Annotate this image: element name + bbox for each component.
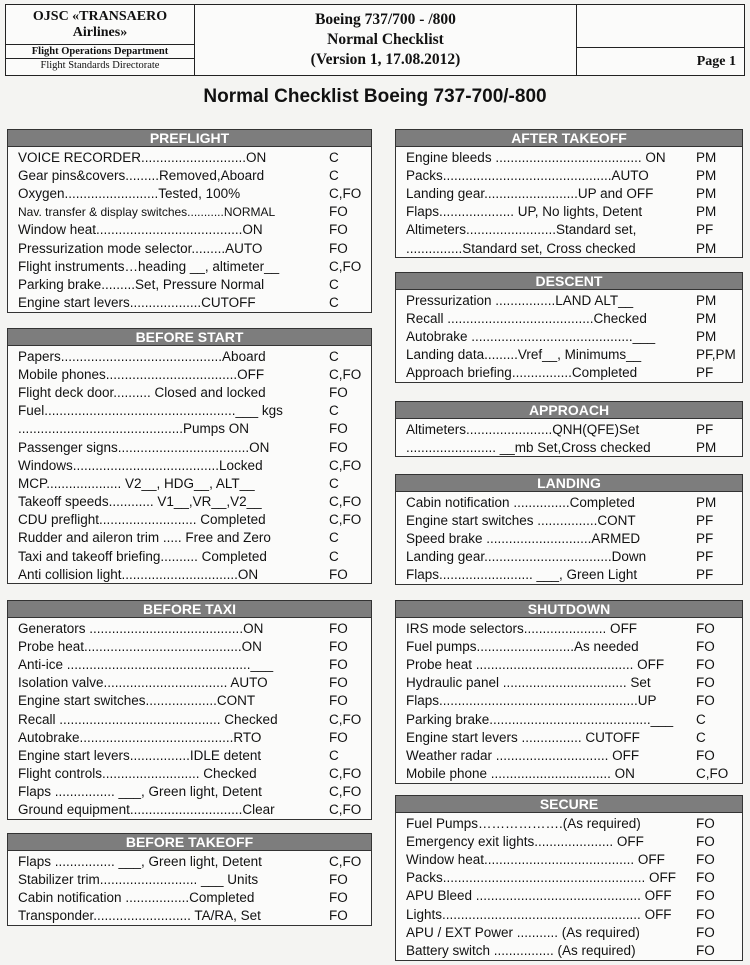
checklist-item bbox=[406, 869, 736, 887]
aircraft-title: Boeing 737/700 - /800 bbox=[315, 11, 456, 28]
checklist-item-role: C bbox=[329, 747, 339, 763]
checklist-items bbox=[396, 618, 742, 783]
checklist-item-text: Fuel Pumps……………….(As required) bbox=[406, 815, 641, 831]
checklist-item-role: C,FO bbox=[329, 258, 362, 274]
checklist-item-role: FO bbox=[696, 924, 715, 940]
checklist-item-role: FO bbox=[329, 620, 348, 636]
checklist-item bbox=[406, 309, 736, 327]
checklist-item-text: Landing gear.........................UP and OFF bbox=[406, 185, 654, 201]
checklist-item bbox=[406, 692, 736, 710]
checklist-item bbox=[406, 566, 736, 584]
checklist-item-text: Recall ........................................... Checked bbox=[18, 711, 278, 727]
checklist-item-text: Oxygen.........................Tested, 100% bbox=[18, 185, 241, 201]
checklist-item-role: PM bbox=[696, 494, 717, 510]
checklist-item bbox=[406, 221, 736, 239]
checklist-item bbox=[406, 239, 736, 257]
checklist-item bbox=[406, 941, 736, 959]
checklist-item bbox=[406, 832, 736, 850]
checklist-item-text: Landing data.........Vref__, Minimums__ bbox=[406, 347, 642, 363]
checklist-item-role: C bbox=[329, 348, 339, 364]
checklist-item-text: Flaps.................... UP, No lights, Detent bbox=[406, 204, 643, 220]
checklist-item-role: PF bbox=[696, 567, 714, 583]
checklist-item-text: APU Bleed ............................................ OFF bbox=[406, 888, 672, 904]
checklist-item-role: C,FO bbox=[329, 802, 362, 818]
section-title: PREFLIGHT bbox=[8, 130, 371, 147]
checklist-item bbox=[18, 420, 365, 438]
checklist-item bbox=[18, 565, 365, 583]
checklist-item bbox=[406, 619, 736, 637]
checklist-item bbox=[18, 456, 365, 474]
checklist-item bbox=[18, 383, 365, 401]
section-title: BEFORE START bbox=[8, 329, 371, 346]
checklist-item-role: FO bbox=[696, 888, 715, 904]
checklist-item bbox=[406, 905, 736, 923]
checklist-item-role: FO bbox=[696, 620, 715, 636]
checklist-item-text: ...............Standard set, Cross checked bbox=[406, 240, 636, 256]
section-title: BEFORE TAKEOFF bbox=[8, 834, 371, 851]
checklist-item-role: FO bbox=[329, 675, 348, 691]
checklist-item-text: Engine start switches ................CONT bbox=[406, 512, 636, 528]
section-title: SHUTDOWN bbox=[396, 601, 742, 618]
checklist-item bbox=[18, 907, 365, 925]
checklist-item bbox=[18, 547, 365, 565]
checklist-item bbox=[18, 511, 365, 529]
checklist-item bbox=[18, 402, 365, 420]
header-org-block bbox=[6, 5, 195, 75]
checklist-item-role: PF bbox=[696, 365, 714, 381]
checklist-items bbox=[8, 147, 371, 312]
checklist-item-role: C,FO bbox=[329, 766, 362, 782]
checklist-title: Normal Checklist bbox=[327, 31, 444, 48]
checklist-item bbox=[18, 438, 365, 456]
checklist-item-text: Window heat.......................................ON bbox=[18, 222, 263, 238]
checklist-item bbox=[18, 257, 365, 275]
checklist-item bbox=[406, 814, 736, 832]
checklist-item-role: FO bbox=[696, 656, 715, 672]
checklist-item-role: PM bbox=[696, 185, 717, 201]
checklist-item-text: Nav. transfer & display switches...........NORMAL bbox=[18, 204, 276, 219]
checklist-item bbox=[406, 710, 736, 728]
checklist-item-text: ............................................Pumps ON bbox=[18, 421, 250, 437]
section-title: LANDING bbox=[396, 475, 742, 492]
checklist-item-text: Approach briefing................Completed bbox=[406, 365, 638, 381]
checklist-item bbox=[406, 203, 736, 221]
checklist-item-text: Parking brake.........Set, Pressure Normal bbox=[18, 276, 265, 292]
checklist-item-role: FO bbox=[329, 439, 348, 455]
section-before-taxi bbox=[7, 600, 372, 820]
checklist-item-role: PF bbox=[696, 549, 714, 565]
checklist-item-text: Rudder and aileron trim ..... Free and Zero bbox=[18, 530, 271, 546]
checklist-items bbox=[396, 492, 742, 584]
checklist-item-text: Flaps.....................................................UP bbox=[406, 693, 657, 709]
checklist-item-role: C bbox=[329, 530, 339, 546]
section-title: BEFORE TAXI bbox=[8, 601, 371, 618]
checklist-item-role: FO bbox=[696, 851, 715, 867]
section-before-takeoff bbox=[7, 833, 372, 926]
checklist-item-text: Emergency exit lights..................... OFF bbox=[406, 833, 644, 849]
checklist-item-role: C,FO bbox=[696, 766, 729, 782]
page-title: Normal Checklist Boeing 737-700/-800 bbox=[203, 86, 547, 107]
checklist-item-text: Probe heat .......................................... OFF bbox=[406, 656, 665, 672]
checklist-item bbox=[18, 294, 365, 312]
checklist-item-role: FO bbox=[329, 566, 348, 582]
checklist-item bbox=[18, 728, 365, 746]
checklist-item bbox=[406, 850, 736, 868]
checklist-item-text: Flaps......................... ___, Green Light bbox=[406, 567, 638, 583]
checklist-item-text: ........................ __mb Set,Cross checked bbox=[406, 439, 651, 455]
checklist-item-role: C,FO bbox=[329, 494, 362, 510]
checklist-item bbox=[18, 203, 365, 221]
checklist-item bbox=[406, 637, 736, 655]
checklist-item-role: FO bbox=[696, 942, 715, 958]
checklist-item bbox=[18, 148, 365, 166]
checklist-item-text: Stabilizer trim.......................... ___ Units bbox=[18, 871, 259, 887]
checklist-item-role: FO bbox=[329, 240, 348, 256]
checklist-item-role: FO bbox=[696, 693, 715, 709]
section-descent bbox=[395, 272, 743, 383]
document-header bbox=[5, 4, 745, 76]
checklist-item-role: FO bbox=[329, 638, 348, 654]
checklist-item-role: PM bbox=[696, 292, 717, 308]
checklist-item bbox=[406, 364, 736, 382]
checklist-item-text: Isolation valve................................. AUTO bbox=[18, 675, 268, 691]
checklist-item bbox=[18, 347, 365, 365]
checklist-item-role: C,FO bbox=[329, 711, 362, 727]
checklist-items bbox=[8, 851, 371, 925]
header-blank-cell bbox=[577, 5, 744, 48]
checklist-item bbox=[18, 783, 365, 801]
checklist-item bbox=[18, 852, 365, 870]
checklist-item bbox=[18, 801, 365, 819]
checklist-item bbox=[406, 346, 736, 364]
section-approach bbox=[395, 401, 743, 457]
section-landing bbox=[395, 474, 743, 585]
checklist-item bbox=[18, 637, 365, 655]
checklist-item-text: Flaps ................ ___, Green light, Detent bbox=[18, 853, 262, 869]
checklist-item-role: PF bbox=[696, 222, 714, 238]
checklist-item-role: C,FO bbox=[329, 185, 362, 201]
checklist-item-text: Lights..................................................... OFF bbox=[406, 906, 672, 922]
checklist-item bbox=[18, 221, 365, 239]
checklist-item-text: Engine start levers................IDLE detent bbox=[18, 747, 262, 763]
checklist-item-text: Anti collision light...............................ON bbox=[18, 566, 259, 582]
checklist-item-role: C bbox=[696, 711, 706, 727]
checklist-item-text: Mobile phones...................................OFF bbox=[18, 366, 265, 382]
version-label: (Version 1, 17.08.2012) bbox=[310, 51, 461, 68]
checklist-item bbox=[406, 529, 736, 547]
section-shutdown bbox=[395, 600, 743, 784]
checklist-item-text: Flight controls.......................... Checked bbox=[18, 766, 257, 782]
checklist-item-role: C bbox=[329, 403, 339, 419]
checklist-item-text: Engine bleeds ....................................... ON bbox=[406, 149, 666, 165]
checklist-items bbox=[8, 346, 371, 583]
checklist-item bbox=[18, 239, 365, 257]
checklist-item-text: Autobrake.........................................RTO bbox=[18, 729, 262, 745]
checklist-item-role: FO bbox=[329, 421, 348, 437]
checklist-item-text: Cabin notification ...............Completed bbox=[406, 494, 635, 510]
checklist-item-role: PF bbox=[696, 512, 714, 528]
checklist-item bbox=[406, 148, 736, 166]
section-title: APPROACH bbox=[396, 402, 742, 419]
section-title: SECURE bbox=[396, 796, 742, 813]
checklist-item-role: C bbox=[329, 276, 339, 292]
checklist-items bbox=[8, 618, 371, 819]
checklist-item-role: FO bbox=[696, 906, 715, 922]
checklist-item-role: PF,PM bbox=[696, 347, 736, 363]
checklist-item bbox=[406, 746, 736, 764]
checklist-item-text: Flaps ................ ___, Green light, Detent bbox=[18, 784, 262, 800]
airline-name: OJSC «TRANSAERO Airlines» bbox=[6, 5, 194, 45]
checklist-item-text: Landing gear..................................Down bbox=[406, 549, 647, 565]
checklist-item bbox=[406, 674, 736, 692]
checklist-item-text: Fuel...................................................___ kgs bbox=[18, 403, 283, 419]
checklist-item-text: Flight deck door.......... Closed and locked bbox=[18, 384, 266, 400]
checklist-item-text: MCP.................... V2__, HDG__, ALT__ bbox=[18, 475, 255, 491]
checklist-item-role: FO bbox=[696, 870, 715, 886]
checklist-item-text: Packs.............................................AUTO bbox=[406, 167, 649, 183]
checklist-item-text: Hydraulic panel ................................. Set bbox=[406, 675, 651, 691]
checklist-item-role: C,FO bbox=[329, 784, 362, 800]
checklist-item bbox=[18, 674, 365, 692]
section-secure bbox=[395, 795, 743, 961]
checklist-item-text: Autobrake ...........................................___ bbox=[406, 328, 656, 344]
checklist-item bbox=[406, 765, 736, 783]
checklist-item-text: Recall .......................................Checked bbox=[406, 310, 647, 326]
checklist-item-text: Cabin notification .................Completed bbox=[18, 889, 255, 905]
checklist-item-text: Pressurization ................LAND ALT__ bbox=[406, 292, 634, 308]
checklist-item-text: IRS mode selectors...................... OFF bbox=[406, 620, 638, 636]
checklist-item bbox=[18, 184, 365, 202]
checklist-item-role: FO bbox=[329, 871, 348, 887]
checklist-item-role: PM bbox=[696, 204, 717, 220]
directorate-name: Flight Standards Directorate bbox=[40, 60, 160, 71]
checklist-item bbox=[406, 655, 736, 673]
checklist-item-role: C,FO bbox=[329, 457, 362, 473]
checklist-item bbox=[18, 529, 365, 547]
checklist-item bbox=[18, 474, 365, 492]
checklist-item bbox=[406, 420, 736, 438]
checklist-item-text: Transponder.......................... TA/RA, Set bbox=[18, 908, 261, 924]
checklist-item-role: C bbox=[329, 295, 339, 311]
checklist-item-role: C bbox=[329, 149, 339, 165]
checklist-item-text: Passenger signs...................................ON bbox=[18, 439, 270, 455]
checklist-item-text: Engine start levers...................CUTOFF bbox=[18, 295, 256, 311]
checklist-item-text: Pressurization mode selector.........AUTO bbox=[18, 240, 263, 256]
checklist-item-role: PF bbox=[696, 421, 714, 437]
checklist-item bbox=[406, 887, 736, 905]
checklist-item bbox=[18, 765, 365, 783]
page-number: Page 1 bbox=[696, 54, 736, 69]
checklist-item bbox=[18, 365, 365, 383]
checklist-item-text: Generators .........................................ON bbox=[18, 620, 264, 636]
checklist-item-text: Packs...................................................... OFF bbox=[406, 870, 677, 886]
section-preflight bbox=[7, 129, 372, 313]
header-page-block bbox=[577, 5, 744, 75]
checklist-item bbox=[18, 888, 365, 906]
checklist-item bbox=[406, 728, 736, 746]
checklist-item bbox=[18, 655, 365, 673]
checklist-item-text: Weather radar .............................. OFF bbox=[406, 747, 640, 763]
checklist-item-text: Windows.......................................Locked bbox=[18, 457, 263, 473]
checklist-items bbox=[396, 290, 742, 382]
checklist-item-text: Battery switch ................ (As required) bbox=[406, 942, 636, 958]
checklist-item-role: PM bbox=[696, 167, 717, 183]
checklist-item bbox=[406, 923, 736, 941]
checklist-item-text: Altimeters.......................QNH(QFE)Set bbox=[406, 421, 640, 437]
checklist-item-role: C bbox=[329, 167, 339, 183]
checklist-item-role: FO bbox=[329, 729, 348, 745]
checklist-item bbox=[18, 746, 365, 764]
checklist-item-role: FO bbox=[329, 693, 348, 709]
checklist-item-text: Takeoff speeds............ V1__,VR__,V2__ bbox=[18, 494, 262, 510]
checklist-item-text: Altimeters........................Standard set, bbox=[406, 222, 637, 238]
checklist-item-text: Window heat........................................ OFF bbox=[406, 851, 665, 867]
checklist-items bbox=[396, 147, 742, 257]
checklist-item bbox=[406, 166, 736, 184]
checklist-item-role: C,FO bbox=[329, 366, 362, 382]
checklist-item bbox=[406, 327, 736, 345]
checklist-item-role: FO bbox=[696, 815, 715, 831]
checklist-item bbox=[406, 184, 736, 202]
checklist-item-role: C bbox=[696, 729, 706, 745]
checklist-item-role: FO bbox=[329, 908, 348, 924]
checklist-item bbox=[406, 493, 736, 511]
checklist-item bbox=[18, 275, 365, 293]
checklist-item-role: FO bbox=[329, 222, 348, 238]
department-name: Flight Operations Department bbox=[6, 45, 194, 59]
checklist-item-role: C,FO bbox=[329, 512, 362, 528]
checklist-item bbox=[406, 438, 736, 456]
checklist-item-text: Taxi and takeoff briefing.......... Completed bbox=[18, 548, 267, 564]
checklist-item-role: PM bbox=[696, 439, 717, 455]
checklist-item bbox=[18, 166, 365, 184]
checklist-item-text: Gear pins&covers.........Removed,Aboard bbox=[18, 167, 265, 183]
checklist-item-role: FO bbox=[329, 889, 348, 905]
checklist-item-role: C,FO bbox=[329, 853, 362, 869]
section-title: AFTER TAKEOFF bbox=[396, 130, 742, 147]
checklist-item-text: APU / EXT Power ........... (As required) bbox=[406, 924, 640, 940]
checklist-item-role: PM bbox=[696, 149, 717, 165]
checklist-item bbox=[18, 619, 365, 637]
checklist-item-text: Ground equipment..............................Clear bbox=[18, 802, 275, 818]
section-title: DESCENT bbox=[396, 273, 742, 290]
checklist-item-role: PF bbox=[696, 530, 714, 546]
checklist-item bbox=[406, 548, 736, 566]
checklist-item-role: FO bbox=[329, 204, 348, 220]
section-before-start bbox=[7, 328, 372, 584]
checklist-item bbox=[18, 493, 365, 511]
checklist-item-text: Anti-ice .................................................___ bbox=[18, 656, 274, 672]
checklist-item bbox=[18, 692, 365, 710]
checklist-items bbox=[396, 419, 742, 456]
checklist-item-text: Speed brake ............................ARMED bbox=[406, 530, 641, 546]
checklist-item-text: Engine start levers ................ CUTOFF bbox=[406, 729, 640, 745]
checklist-items bbox=[396, 813, 742, 960]
checklist-item-role: C bbox=[329, 548, 339, 564]
checklist-item-text: Probe heat..........................................ON bbox=[18, 638, 262, 654]
checklist-item-text: VOICE RECORDER............................ON bbox=[18, 149, 267, 165]
checklist-item-role: FO bbox=[696, 833, 715, 849]
checklist-item-text: Fuel pumps..........................As needed bbox=[406, 638, 639, 654]
checklist-item-text: Flight instruments…heading __, altimeter__ bbox=[18, 258, 280, 274]
checklist-item bbox=[18, 870, 365, 888]
checklist-item-role: FO bbox=[696, 675, 715, 691]
checklist-item-role: FO bbox=[696, 638, 715, 654]
checklist-item-role: C bbox=[329, 475, 339, 491]
section-after-takeoff bbox=[395, 129, 743, 258]
checklist-item-text: Mobile phone ................................ ON bbox=[406, 766, 635, 782]
checklist-item-role: FO bbox=[329, 656, 348, 672]
checklist-item-role: PM bbox=[696, 240, 717, 256]
checklist-item-text: Papers...........................................Aboard bbox=[18, 348, 266, 364]
checklist-item-text: Parking brake...........................................___ bbox=[406, 711, 674, 727]
checklist-item-text: Engine start switches...................CONT bbox=[18, 693, 256, 709]
checklist-item bbox=[18, 710, 365, 728]
header-title-block bbox=[195, 5, 577, 75]
checklist-item-role: FO bbox=[696, 747, 715, 763]
checklist-item-role: PM bbox=[696, 310, 717, 326]
checklist-item bbox=[406, 511, 736, 529]
checklist-item-role: PM bbox=[696, 328, 717, 344]
checklist-item-text: CDU preflight.......................... Completed bbox=[18, 512, 266, 528]
checklist-item bbox=[406, 291, 736, 309]
checklist-item-role: FO bbox=[329, 384, 348, 400]
